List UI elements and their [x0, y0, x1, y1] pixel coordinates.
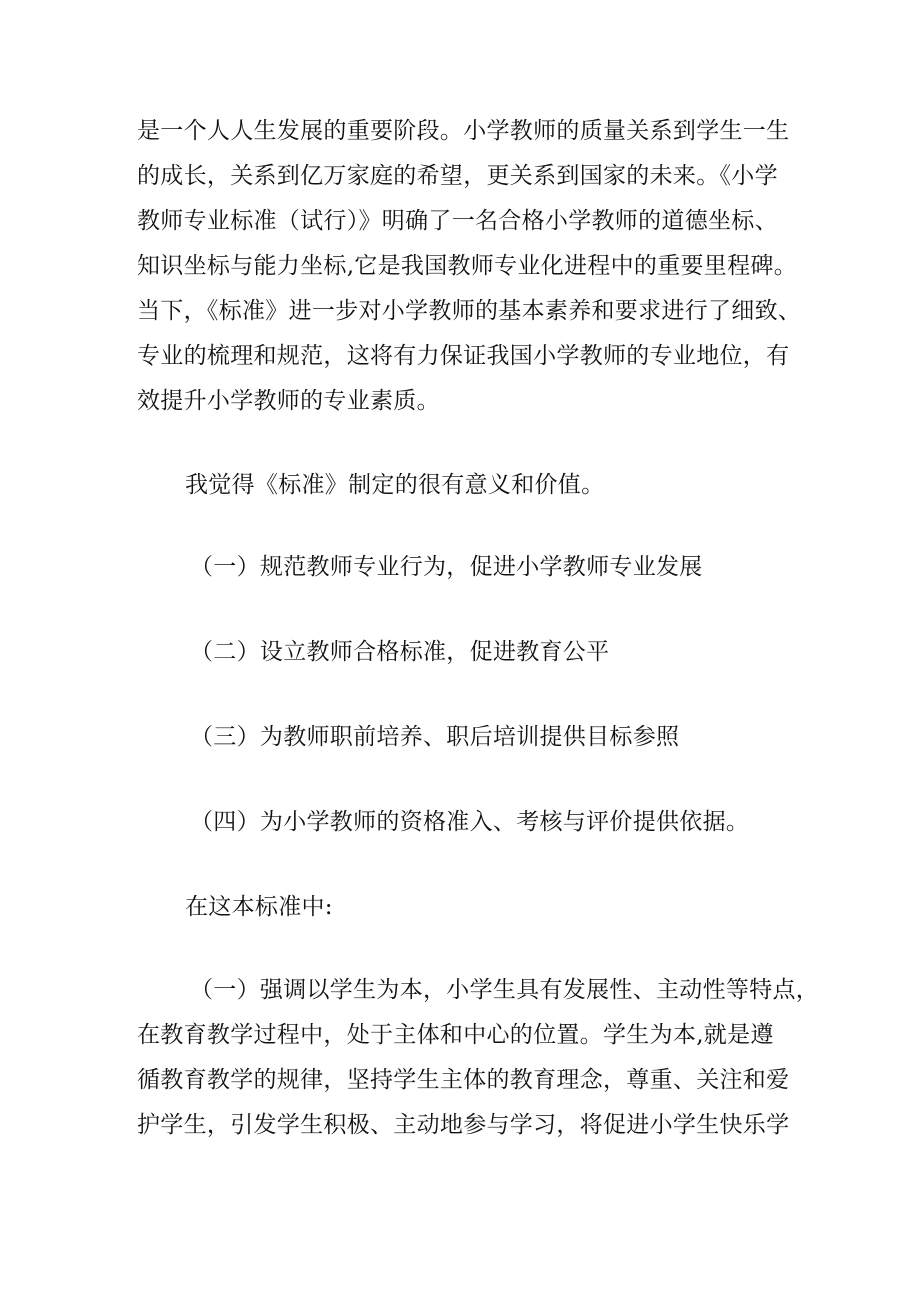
intro-line-6: 专业的梳理和规范，这将有力保证我国小学教师的专业地位，有 [137, 343, 790, 369]
intro-line-2: 的成长，关系到亿万家庭的希望，更关系到国家的未来。《小学 [137, 163, 778, 189]
value-item-2: （二）设立教师合格标准，促进教育公平 [190, 639, 610, 665]
intro-line-4: 知识坐标与能力坐标,它是我国教师专业化进程中的重要里程碑。 [137, 253, 798, 279]
value-item-4: （四）为小学教师的资格准入、考核与评价提供依据。 [190, 809, 750, 835]
intro-line-5: 当下，《标准》进一步对小学教师的基本素养和要求进行了细致、 [137, 298, 802, 324]
point-one-line-1: （一）强调以学生为本，小学生具有发展性、主动性等特点， [190, 977, 820, 1003]
value-item-3: （三）为教师职前培养、职后培训提供目标参照 [190, 724, 680, 750]
intro-line-3: 教师专业标准（试行）》明确了一名合格小学教师的道德坐标、 [137, 208, 778, 234]
point-one-line-3: 循教育教学的规律，坚持学生主体的教育理念，尊重、关注和爱 [137, 1067, 790, 1093]
intro-line-1: 是一个人人生发展的重要阶段。小学教师的质量关系到学生一生 [137, 118, 790, 144]
value-item-1: （一）规范教师专业行为，促进小学教师专业发展 [190, 554, 703, 580]
point-one-line-4: 护学生，引发学生积极、主动地参与学习，将促进小学生快乐学 [137, 1112, 790, 1138]
point-one-line-2: 在教育教学过程中，处于主体和中心的位置。学生为本,就是遵 [137, 1022, 774, 1048]
section-lead: 在这本标准中: [185, 894, 333, 920]
opinion-paragraph: 我觉得《标准》制定的很有意义和价值。 [185, 472, 605, 498]
intro-line-7: 效提升小学教师的专业素质。 [137, 388, 440, 414]
